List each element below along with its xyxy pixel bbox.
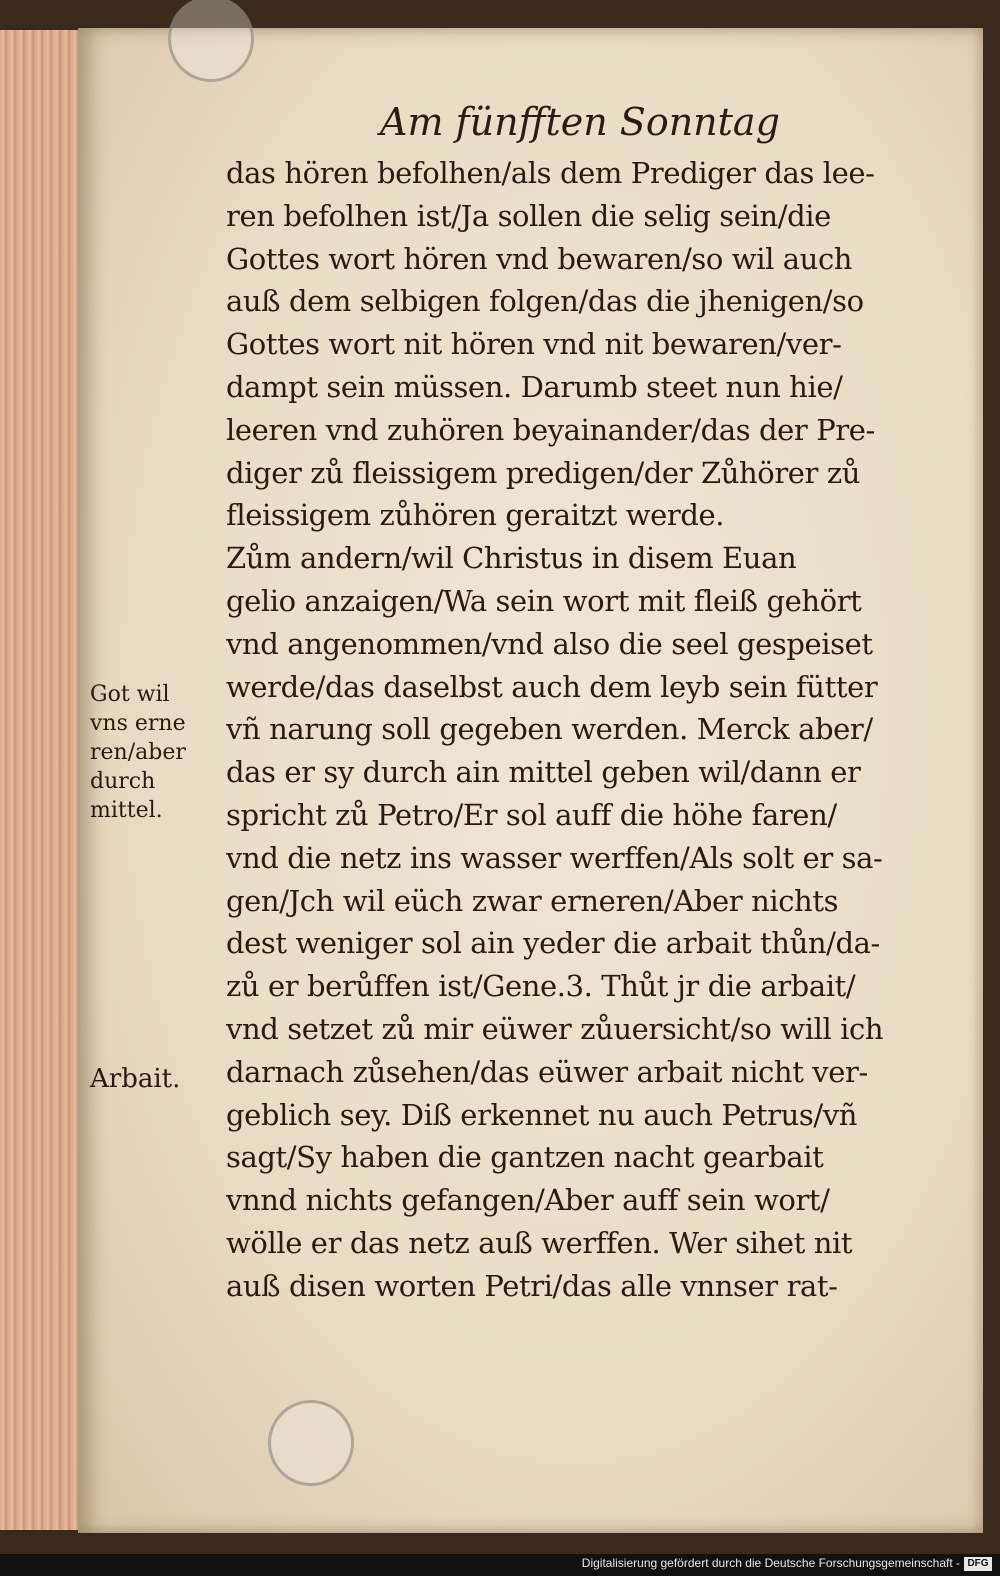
text-line: das er sy durch ain mittel geben wil/dann er bbox=[226, 755, 861, 790]
text-line: auß disen worten Petri/das alle vnnser rat- bbox=[226, 1268, 838, 1303]
page-clip-top bbox=[168, 0, 254, 82]
text-line: leeren vnd zuhören beyainander/das der Pre- bbox=[226, 412, 875, 447]
text-line: Gottes wort hören vnd bewaren/so wil auch bbox=[226, 241, 853, 276]
funding-credit: Digitalisierung gefördert durch die Deutsche Forschungsgemeinschaft - bbox=[581, 1556, 960, 1570]
text-line: geblich sey. Diß erkennet nu auch Petrus/vñ bbox=[226, 1097, 858, 1132]
text-line: sagt/Sy haben die gantzen nacht gearbait bbox=[226, 1140, 824, 1175]
running-header: Am fünfften Sonntag bbox=[380, 100, 780, 144]
text-line: vnd setzet zů mir eüwer zůuersicht/so will ich bbox=[226, 1011, 884, 1046]
text-line: dampt sein müssen. Darumb steet nun hie/ bbox=[226, 369, 843, 404]
marginal-note-line: Got wil bbox=[90, 682, 170, 707]
marginal-note-line: mittel. bbox=[90, 798, 163, 823]
marginal-note bbox=[90, 680, 220, 825]
text-line: werde/das daselbst auch dem leyb sein fütter bbox=[226, 669, 878, 704]
text-line: vnnd nichts gefangen/Aber auff sein wort/ bbox=[226, 1183, 830, 1218]
text-line: auß dem selbigen folgen/das die jhenigen/so bbox=[226, 284, 864, 319]
text-line: vnd die netz ins wasser werffen/Als solt er sa- bbox=[226, 840, 883, 875]
text-line: Zům andern/wil Christus in disem Euan bbox=[226, 541, 797, 576]
marginal-note-arbait: Arbait. bbox=[90, 1064, 181, 1094]
text-line: gen/Jch wil eüch zwar erneren/Aber nichts bbox=[226, 883, 839, 918]
text-line: wölle er das netz auß werffen. Wer sihet nit bbox=[226, 1225, 853, 1260]
marginal-note-line: vns erne bbox=[90, 711, 186, 736]
marginal-note-line: durch bbox=[90, 769, 156, 794]
body-text bbox=[226, 152, 946, 1308]
text-line: diger zů fleissigem predigen/der Zůhörer zů bbox=[226, 455, 860, 490]
text-line: spricht zů Petro/Er sol auff die höhe faren/ bbox=[226, 797, 837, 832]
text-line: vñ narung soll gegeben werden. Merck aber/ bbox=[226, 712, 873, 747]
text-line: darnach zůsehen/das eüwer arbait nicht ver- bbox=[226, 1054, 868, 1089]
text-line: zů er berůffen ist/Gene.3. Thůt jr die arbait/ bbox=[226, 969, 856, 1004]
text-line: das hören befolhen/als dem Prediger das lee- bbox=[226, 156, 875, 190]
text-line: fleissigem zůhören geraitzt werde. bbox=[226, 498, 725, 533]
text-line: dest weniger sol ain yeder die arbait thůn/da- bbox=[226, 926, 880, 961]
marginal-note-line: ren/aber bbox=[90, 740, 186, 765]
text-line: vnd angenommen/vnd also die seel gespeiset bbox=[226, 626, 873, 661]
page-clip-bottom bbox=[268, 1400, 354, 1486]
text-line: ren befolhen ist/Ja sollen die selig sein/die bbox=[226, 198, 831, 233]
dfg-logo: DFG bbox=[964, 1557, 992, 1571]
page-edge bbox=[0, 30, 81, 1530]
text-line: Gottes wort nit hören vnd nit bewaren/ver- bbox=[226, 327, 842, 362]
text-line: gelio anzaigen/Wa sein wort mit fleiß gehört bbox=[226, 583, 862, 618]
